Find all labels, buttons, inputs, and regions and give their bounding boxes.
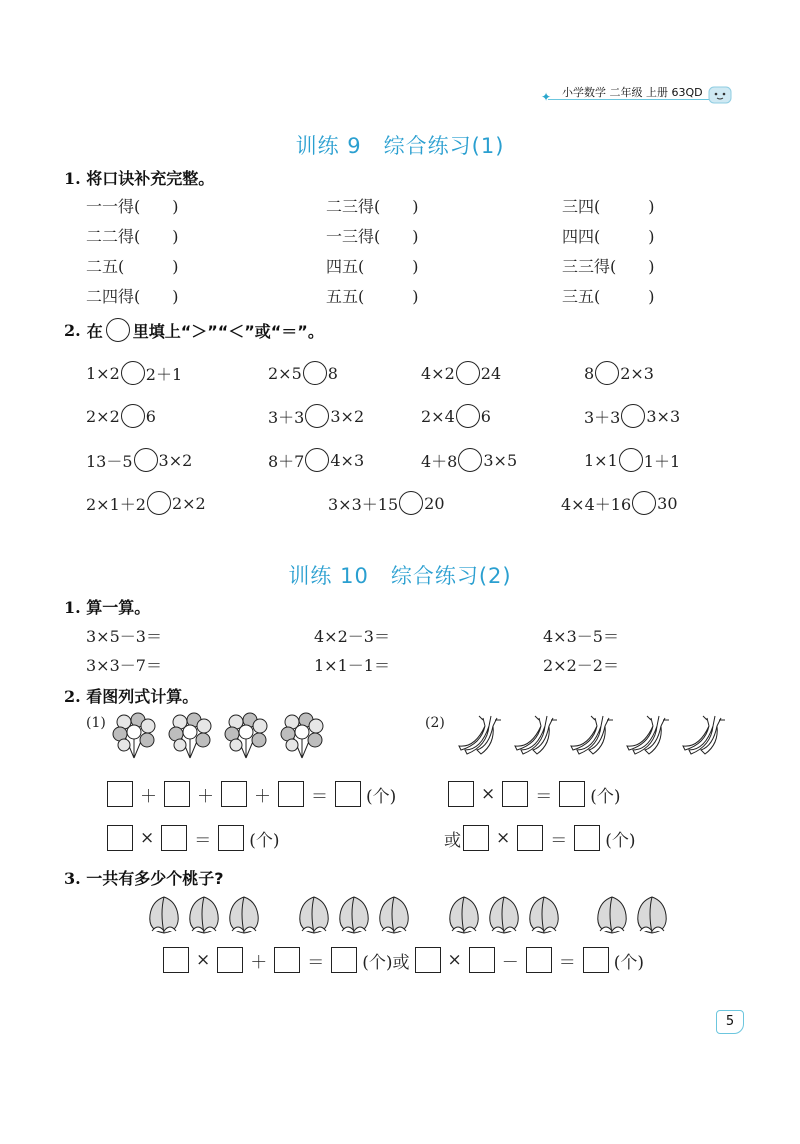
compare-item: 4×4＋16 30	[561, 491, 678, 515]
header-star-icon: ✦	[541, 90, 552, 104]
mnemonic-item: 四四( )	[562, 227, 655, 246]
compare-item: 3×3＋15 20	[328, 491, 445, 515]
calc-item: 3×5－3＝	[86, 627, 162, 646]
answer-box[interactable]	[415, 947, 441, 973]
header-tag: 小学数学 二年级 上册 63QD	[562, 86, 703, 99]
compare-item: 1×2 2＋1	[86, 361, 182, 385]
answer-circle[interactable]	[134, 448, 158, 472]
calc-item: 1×1－1＝	[314, 656, 390, 675]
answer-box[interactable]	[107, 825, 133, 851]
equation-row: × ＝ (个)	[443, 781, 621, 807]
answer-box[interactable]	[335, 781, 361, 807]
answer-circle[interactable]	[121, 404, 145, 428]
answer-box[interactable]	[583, 947, 609, 973]
answer-box[interactable]	[502, 781, 528, 807]
equation-row: × ＋ ＝ (个) 或 × － ＝ (个)	[158, 947, 644, 973]
compare-item: 2×4 6	[421, 404, 491, 428]
answer-box[interactable]	[161, 825, 187, 851]
mascot-icon	[708, 84, 732, 104]
s10-q1-title: 1. 算一算。	[64, 598, 151, 617]
answer-box[interactable]	[107, 781, 133, 807]
answer-box[interactable]	[274, 947, 300, 973]
answer-box[interactable]	[331, 947, 357, 973]
mnemonic-item: 二二得( )	[86, 227, 179, 246]
part-2-label: (2)	[425, 715, 445, 731]
answer-circle[interactable]	[458, 448, 482, 472]
equation-row: 或 × ＝ (个)	[444, 825, 636, 851]
calc-item: 4×2－3＝	[314, 627, 390, 646]
compare-item: 1×1 1＋1	[584, 448, 680, 472]
s10-q2-title: 2. 看图列式计算。	[64, 687, 199, 706]
answer-box[interactable]	[164, 781, 190, 807]
answer-circle[interactable]	[595, 361, 619, 385]
circle-icon	[106, 318, 130, 342]
answer-circle[interactable]	[456, 361, 480, 385]
section-title-10	[0, 560, 800, 590]
answer-circle[interactable]	[632, 491, 656, 515]
title-10-left: 训练 10	[288, 564, 369, 588]
compare-item: 3＋3 3×2	[268, 404, 364, 428]
answer-box[interactable]	[278, 781, 304, 807]
peppers-picture	[455, 712, 731, 756]
page-number: 5	[716, 1010, 744, 1034]
title-9-right: 综合练习(1)	[383, 134, 505, 158]
compare-item: 13－5 3×2	[86, 448, 192, 472]
compare-item: 4×2 24	[421, 361, 501, 385]
compare-item: 2×2 6	[86, 404, 156, 428]
mnemonic-item: 二五( )	[86, 257, 179, 276]
answer-circle[interactable]	[147, 491, 171, 515]
mnemonic-item: 一一得( )	[86, 197, 179, 216]
compare-item: 8＋7 4×3	[268, 448, 364, 472]
mnemonic-item: 二三得( )	[326, 197, 419, 216]
calc-item: 3×3－7＝	[86, 656, 162, 675]
answer-box[interactable]	[559, 781, 585, 807]
q2-title: 2. 在 里填上“＞”“＜”或“＝”。	[64, 318, 324, 342]
answer-box[interactable]	[217, 947, 243, 973]
mnemonic-item: 三三得( )	[562, 257, 655, 276]
s10-q3-title: 3. 一共有多少个桃子?	[64, 869, 224, 888]
compare-item: 2×1＋2 2×2	[86, 491, 206, 515]
q1-title: 1. 将口诀补充完整。	[64, 169, 215, 188]
peaches-picture	[146, 893, 676, 937]
title-10-right: 综合练习(2)	[390, 564, 512, 588]
answer-box[interactable]	[163, 947, 189, 973]
answer-circle[interactable]	[121, 361, 145, 385]
mnemonic-item: 四五( )	[326, 257, 419, 276]
answer-circle[interactable]	[305, 448, 329, 472]
answer-circle[interactable]	[621, 404, 645, 428]
mnemonic-item: 三五( )	[562, 287, 655, 306]
answer-box[interactable]	[526, 947, 552, 973]
equation-row: × ＝ (个)	[102, 825, 280, 851]
title-9-left: 训练 9	[295, 134, 362, 158]
answer-circle[interactable]	[399, 491, 423, 515]
answer-box[interactable]	[221, 781, 247, 807]
answer-box[interactable]	[517, 825, 543, 851]
equation-row: ＋ ＋ ＋ ＝ (个)	[102, 781, 396, 807]
answer-box[interactable]	[469, 947, 495, 973]
compare-item: 2×5 8	[268, 361, 338, 385]
answer-circle[interactable]	[456, 404, 480, 428]
answer-box[interactable]	[463, 825, 489, 851]
balloons-picture	[112, 712, 334, 768]
mnemonic-item: 三四( )	[562, 197, 655, 216]
compare-item: 3＋3 3×3	[584, 404, 680, 428]
calc-item: 4×3－5＝	[543, 627, 619, 646]
answer-circle[interactable]	[619, 448, 643, 472]
answer-circle[interactable]	[305, 404, 329, 428]
answer-box[interactable]	[574, 825, 600, 851]
calc-item: 2×2－2＝	[543, 656, 619, 675]
compare-item: 4＋8 3×5	[421, 448, 517, 472]
part-1-label: (1)	[86, 715, 106, 731]
compare-item: 8 2×3	[584, 361, 654, 385]
answer-box[interactable]	[218, 825, 244, 851]
section-title-9	[0, 130, 800, 160]
answer-circle[interactable]	[303, 361, 327, 385]
answer-box[interactable]	[448, 781, 474, 807]
mnemonic-item: 一三得( )	[326, 227, 419, 246]
mnemonic-item: 五五( )	[326, 287, 419, 306]
mnemonic-item: 二四得( )	[86, 287, 179, 306]
